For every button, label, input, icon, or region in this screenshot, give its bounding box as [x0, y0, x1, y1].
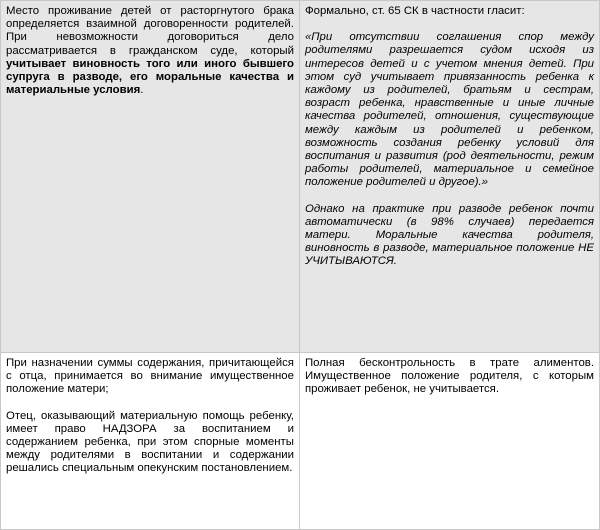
alimony-paragraph-1: При назначении суммы содержания, причитающейся с отца, принимается во внимание имущественное положение матери;	[6, 357, 294, 396]
cell-custody-law	[1, 1, 300, 353]
custody-law-paragraph	[6, 5, 294, 97]
custody-law-end: .	[140, 84, 144, 97]
cell-custody-practice	[299, 1, 599, 353]
custody-law-bold-text: учитывает виновность того или иного бывшего супруга в разводе, его моральные качества и материальные условия	[6, 57, 294, 97]
custody-law-text: Место проживание детей от расторгнутого брака определяется взаимной договоренности родителей. При невозможности договориться дело рассматривается в гражданском суде, который	[6, 5, 294, 57]
table-row	[1, 353, 600, 530]
article-quote: «При отсутствии соглашения спор между родителями разрешается судом исходя из интересов детей и с учетом мнения детей. При этом суд учитывает привязанность ребенка к каждому из родителей, братьям и сестрам, возраст ребенка, нравственные и иные личные качества родителей, отношения, существующие между каждым из родителей и ребенком, возможность создания ребенку условий для воспитания и развития (род деятельности, режим работы родителей, материальное и семейное положение родителей и другое).»	[304, 31, 594, 189]
table-row	[1, 1, 600, 353]
alimony-practice-text: Полная бесконтрольность в трате алиментов. Имущественное положение родителя, с которым проживает ребенок, не учитывается.	[304, 357, 594, 396]
cell-alimony-practice	[299, 353, 599, 530]
alimony-paragraph-2: Отец, оказывающий материальную помощь ребенку, имеет право НАДЗОРА за воспитанием и содержанием ребенка, при этом спорные моменты между родителями в воспитании и содержании решались специальным опекунским постановлением.	[6, 409, 294, 475]
practice-note: Однако на практике при разводе ребенок почти автоматически (в 98% случаев) передается матери. Моральные качества родителя, виновность в разводе, материальное положение НЕ УЧИТЫВАЮТСЯ.	[304, 202, 594, 268]
article-intro: Формально, ст. 65 СК в частности гласит:	[304, 5, 525, 17]
cell-alimony-law	[1, 353, 300, 530]
